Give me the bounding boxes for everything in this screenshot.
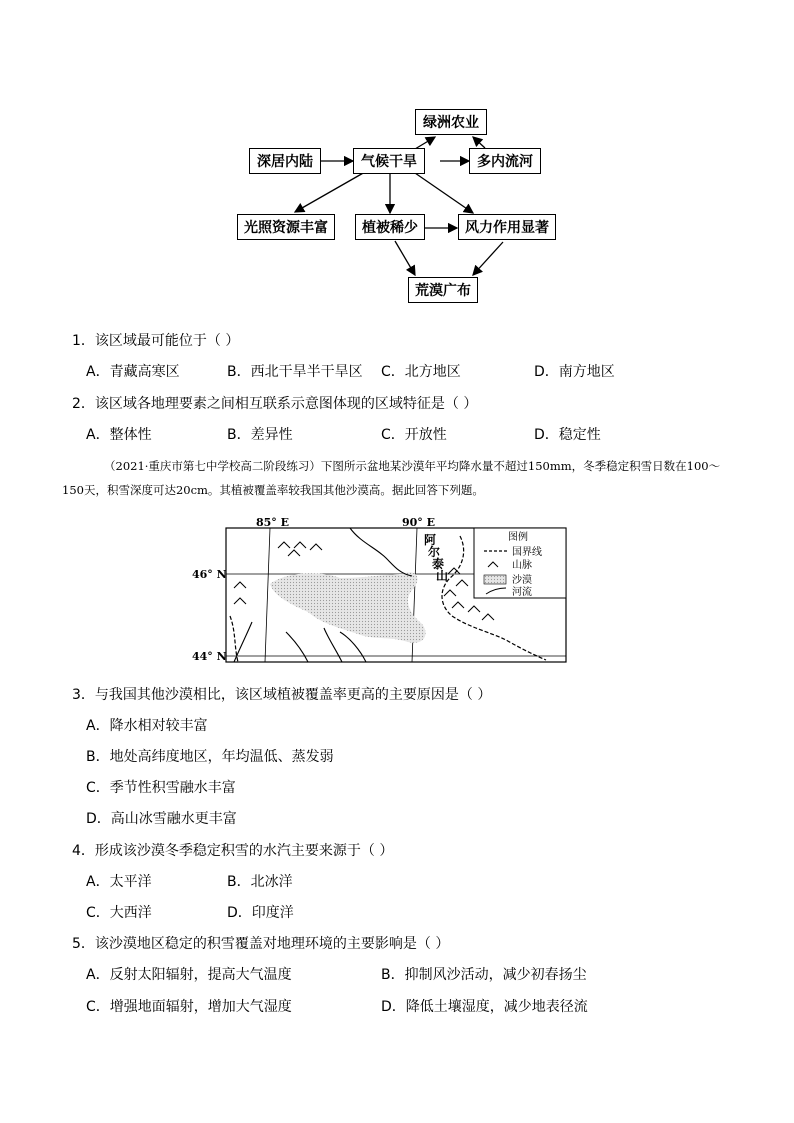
- mountain-label-char-1: 阿: [424, 533, 437, 547]
- q4-option-d: D．印度洋: [227, 905, 294, 921]
- q5-option-b: B．抑制风沙活动，减少初春扬尘: [381, 967, 587, 983]
- question-3: 3．与我国其他沙漠相比，该区域植被覆盖率更高的主要原因是（ ）: [72, 687, 492, 703]
- node-desert-widespread: 荒漠广布: [408, 277, 478, 303]
- node-oasis-agriculture: 绿洲农业: [415, 109, 487, 135]
- legend-river-label: 河流: [512, 587, 532, 598]
- legend-border-label: 国界线: [512, 547, 542, 558]
- q1-option-c: C．北方地区: [381, 364, 461, 380]
- longitude-85-label: 85° E: [256, 516, 290, 529]
- mountain-label-char-4: 山: [436, 569, 449, 583]
- q1-option-a: A．青藏高寒区: [86, 364, 180, 380]
- q3-option-c: C．季节性积雪融水丰富: [86, 780, 236, 796]
- legend-mountain-label: 山脉: [512, 560, 532, 571]
- q2-option-a: A．整体性: [86, 427, 152, 443]
- q5-option-a: A．反射太阳辐射，提高大气温度: [86, 967, 292, 983]
- node-inland-rivers: 多内流河: [469, 148, 541, 174]
- node-wind-action: 风力作用显著: [458, 214, 556, 240]
- q1-option-d: D．南方地区: [534, 364, 615, 380]
- q3-option-b: B．地处高纬度地区，年均温低、蒸发弱: [86, 749, 334, 765]
- q2-option-d: D．稳定性: [534, 427, 601, 443]
- mountain-label-char-2: 尔: [428, 545, 441, 559]
- flowchart-arrows: [235, 105, 565, 305]
- latitude-46-label: 46° N: [192, 568, 227, 581]
- relationship-flowchart: [235, 105, 565, 305]
- question-4: 4．形成该沙漠冬季稳定积雪的水汽主要来源于（ ）: [72, 843, 394, 859]
- node-sunlight-resources: 光照资源丰富: [237, 214, 335, 240]
- basin-map-svg: [190, 512, 570, 667]
- q4-option-b: B．北冰洋: [227, 874, 293, 890]
- q2-option-b: B．差异性: [227, 427, 293, 443]
- legend-desert-label: 沙漠: [512, 575, 532, 586]
- node-arid-climate: 气候干旱: [353, 148, 425, 174]
- q5-option-d: D．降低土壤湿度，减少地表径流: [381, 999, 588, 1015]
- question-5: 5．该沙漠地区稳定的积雪覆盖对地理环境的主要影响是（ ）: [72, 936, 450, 952]
- q3-option-a: A．降水相对较丰富: [86, 718, 208, 734]
- node-deep-inland: 深居内陆: [249, 148, 321, 174]
- passage-intro: （2021·重庆市第七中学校高二阶段练习）下图所示盆地某沙漠年平均降水量不超过150mm，冬季稳定积雪日数在100～150天，积雪深度可达20cm。其植被覆盖率较我国其他沙漠高。据此回答下列题。: [62, 459, 721, 497]
- q1-option-b: B．西北干旱半干旱区: [227, 364, 363, 380]
- question-1: 1．该区域最可能位于（ ）: [72, 333, 240, 349]
- legend-title: 图例: [508, 532, 528, 543]
- node-sparse-vegetation: 植被稀少: [355, 214, 425, 240]
- q3-option-d: D．高山冰雪融水更丰富: [86, 811, 237, 827]
- basin-map: [190, 512, 570, 667]
- q4-option-c: C．大西洋: [86, 905, 152, 921]
- question-2: 2．该区域各地理要素之间相互联系示意图体现的区域特征是（ ）: [72, 396, 478, 412]
- longitude-90-label: 90° E: [402, 516, 436, 529]
- q4-option-a: A．太平洋: [86, 874, 152, 890]
- mountain-label-char-3: 泰: [432, 557, 445, 571]
- q5-option-c: C．增强地面辐射，增加大气湿度: [86, 999, 292, 1015]
- q2-option-c: C．开放性: [381, 427, 447, 443]
- latitude-44-label: 44° N: [192, 650, 227, 663]
